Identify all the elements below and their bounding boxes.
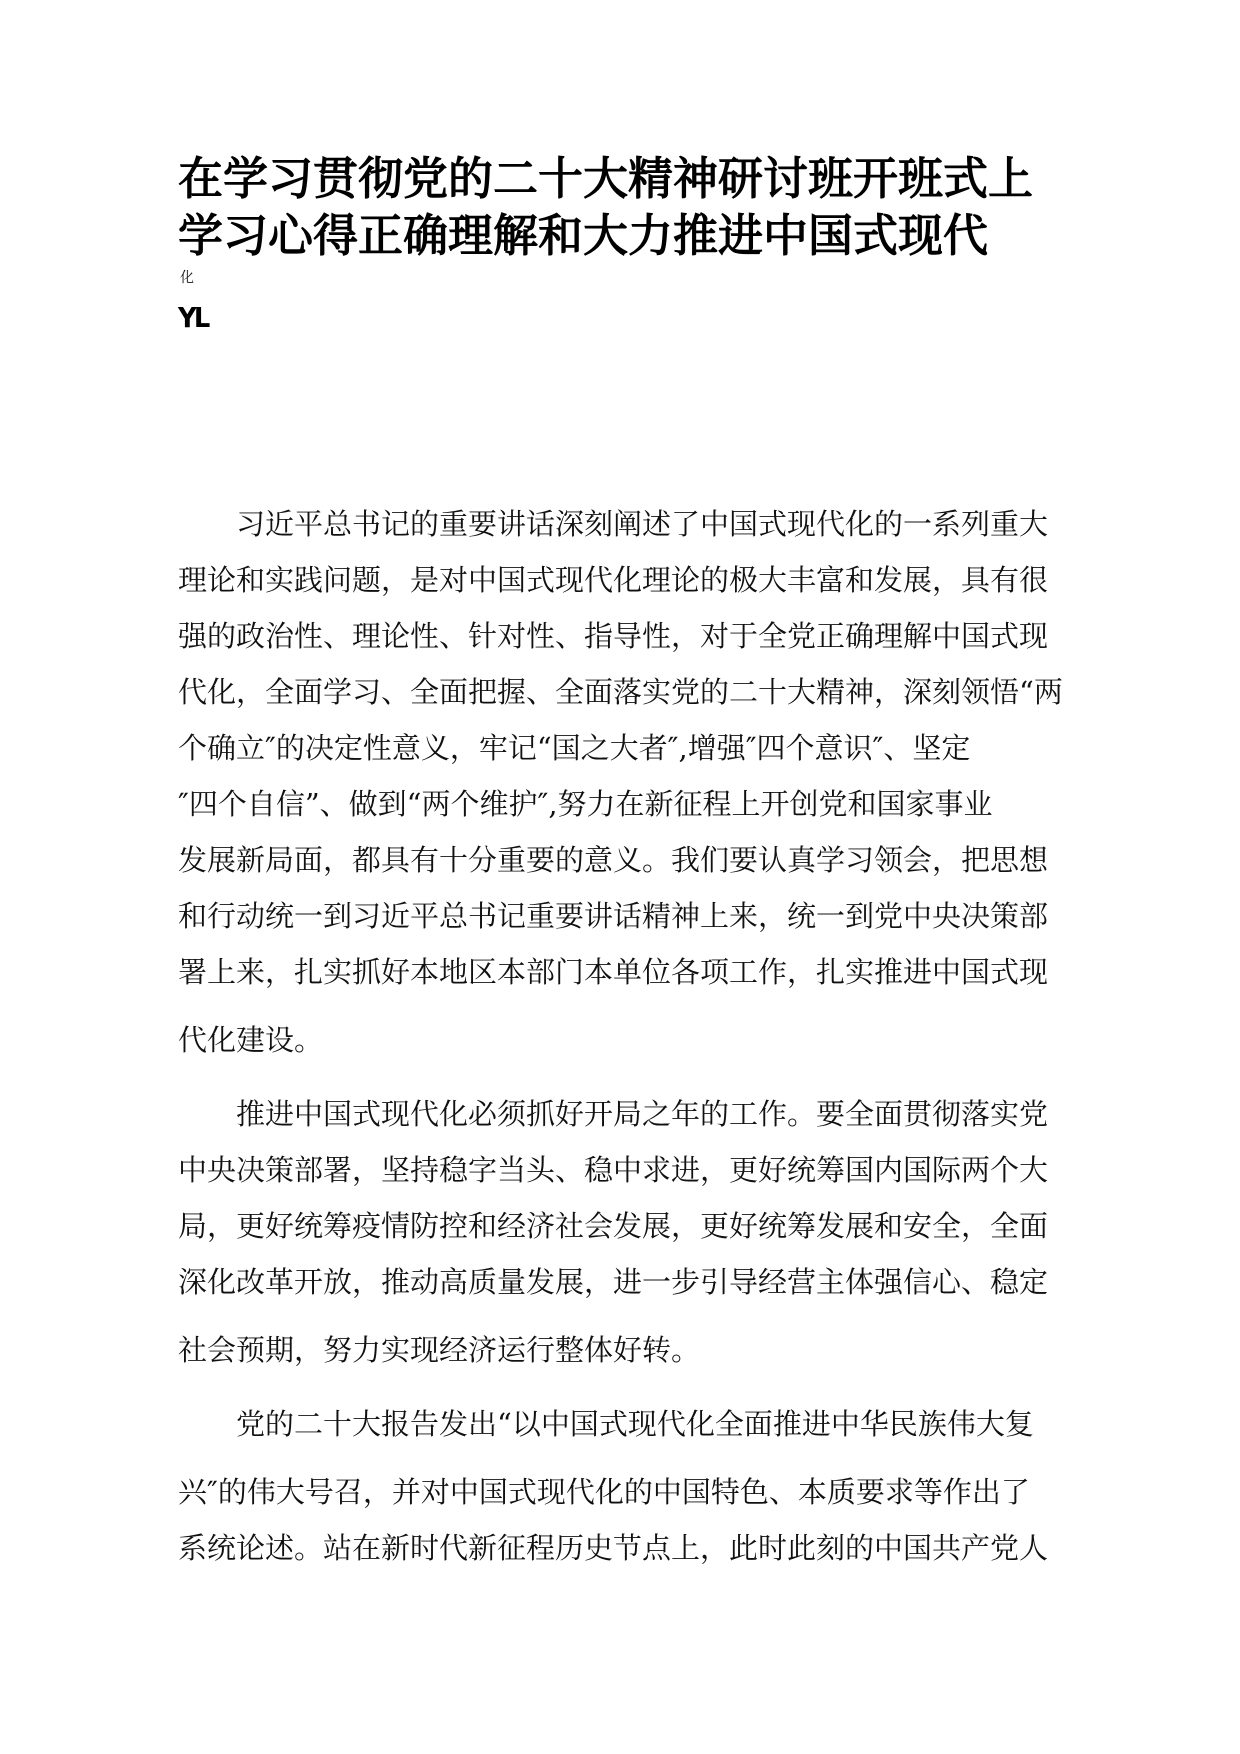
paragraph-line: 中央决策部署，坚持稳字当头、稳中求进，更好统筹国内国际两个大	[178, 1153, 1049, 1187]
paragraph-line: 深化改革开放，推动高质量发展，进一步引导经营主体强信心、稳定	[178, 1265, 1049, 1299]
paragraph-line: 推进中国式现代化必须抓好开局之年的工作。要全面贯彻落实党	[236, 1097, 1049, 1131]
paragraph-line: ″四个自信”、做到“两个维护″,努力在新征程上开创党和国家事业	[178, 787, 993, 821]
paragraph-line: 兴″的伟大号召，并对中国式现代化的中国特色、本质要求等作出了	[178, 1475, 1030, 1509]
paragraph-line: 强的政治性、理论性、针对性、指导性，对于全党正确理解中国式现	[178, 619, 1049, 653]
document-body	[178, 496, 1062, 1594]
paragraph-line: 代化建设。	[178, 1023, 324, 1057]
paragraph-line: 局，更好统筹疫情防控和经济社会发展，更好统筹发展和安全，全面	[178, 1209, 1049, 1243]
paragraph-line: 代化，全面学习、全面把握、全面落实党的二十大精神，深刻领悟“两	[178, 675, 1063, 709]
paragraph-line: 署上来，扎实抓好本地区本部门本单位各项工作，扎实推进中国式现	[178, 955, 1049, 989]
paragraph-line: 系统论述。站在新时代新征程历史节点上，此时此刻的中国共产党人	[178, 1531, 1049, 1565]
title-garbled-fragment: YL	[178, 301, 208, 334]
paragraph-line: 社会预期，努力实现经济运行整体好转。	[178, 1333, 701, 1367]
title-line: 在学习贯彻党的二十大精神研讨班开班式上	[178, 152, 1034, 205]
title-line: 学习心得正确理解和大力推进中国式现代	[178, 209, 989, 262]
paragraph-line: 发展新局面，都具有十分重要的意义。我们要认真学习领会，把思想	[178, 843, 1049, 877]
paragraph-line: 党的二十大报告发出“以中国式现代化全面推进中华民族伟大复	[236, 1407, 1034, 1441]
paragraph-line: 习近平总书记的重要讲话深刻阐述了中国式现代化的一系列重大	[236, 507, 1049, 541]
document-title	[178, 150, 1078, 264]
paragraph-line: 和行动统一到习近平总书记重要讲话精神上来，统一到党中央决策部	[178, 899, 1049, 933]
paragraph-2	[178, 1086, 1062, 1378]
paragraph-3	[178, 1396, 1062, 1576]
paragraph-line: 个确立″的决定性意义，牢记“国之大者″,增强″四个意识″、坚定	[178, 731, 971, 765]
paragraph-1	[178, 496, 1062, 1068]
title-continuation-note: 化	[180, 270, 194, 286]
paragraph-line: 理论和实践问题，是对中国式现代化理论的极大丰富和发展，具有很	[178, 563, 1049, 597]
